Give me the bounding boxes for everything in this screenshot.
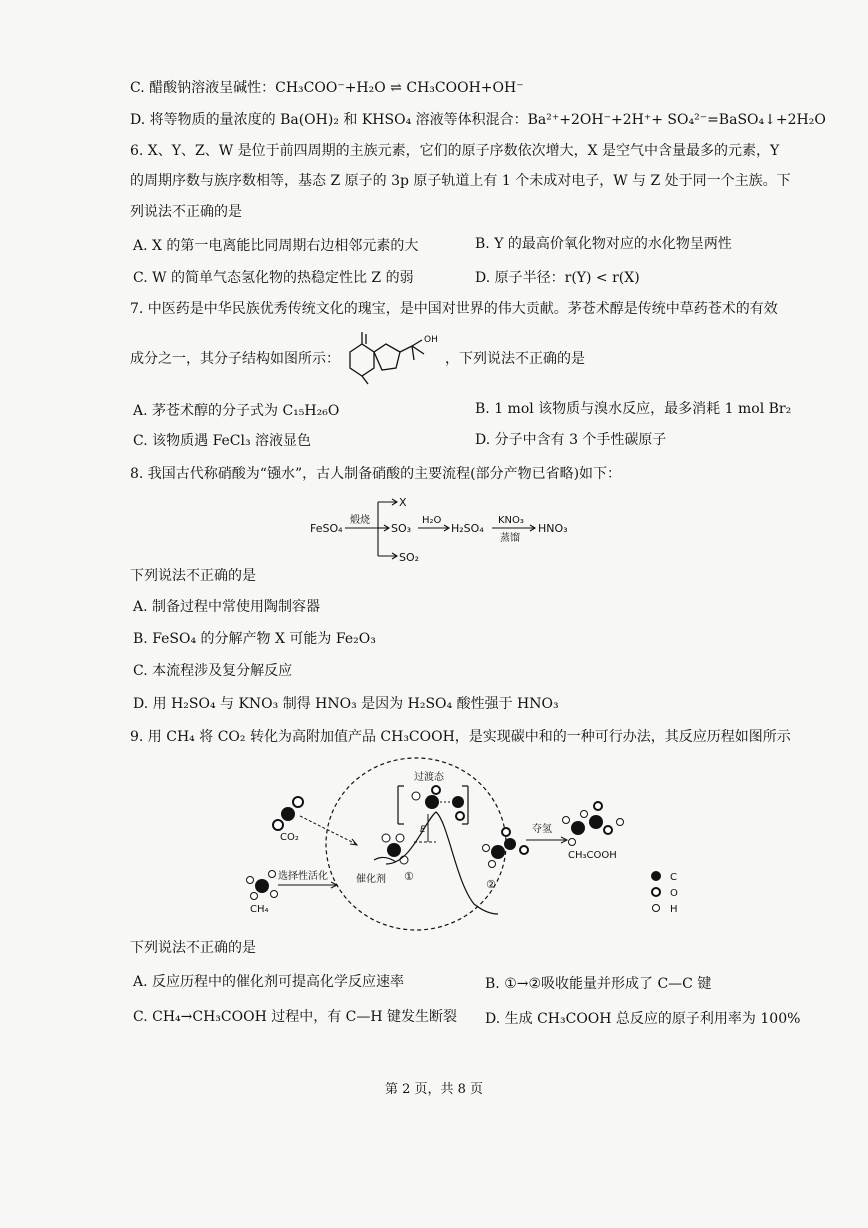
q7-option-c[interactable]: C. 该物质遇 FeCl₃ 溶液显色 — [133, 433, 312, 449]
q7-stem-line2b: ，下列说法不正确的是 — [445, 351, 585, 367]
q8-option-a[interactable]: A. 制备过程中常使用陶制容器 — [133, 599, 321, 615]
q8-option-b[interactable]: B. FeSO₄ 的分解产物 X 可能为 Fe₂O₃ — [133, 631, 376, 647]
q9-option-d[interactable]: D. 生成 CH₃COOH 总反应的原子利用率为 100% — [485, 1011, 801, 1027]
legend-o: O — [670, 888, 678, 899]
q9-option-c[interactable]: C. CH₄→CH₃COOH 过程中，有 C—H 键发生断裂 — [133, 1009, 458, 1025]
product-bound-molecule — [483, 828, 529, 868]
q6-option-b[interactable]: B. Y 的最高价氧化物对应的水化物呈两性 — [475, 236, 732, 252]
co2-label: CO₂ — [280, 832, 299, 843]
q8-stem: 下列说法不正确的是 — [130, 568, 256, 584]
legend — [651, 871, 661, 912]
q9-stem-line1: 9. 用 CH₄ 将 CO₂ 转化为高附加值产品 CH₃COOH，是实现碳中和的一种可行办法，其反应历程如图所示 — [130, 729, 791, 745]
product-label: CH₃COOH — [568, 850, 617, 861]
flow-so3: SO₃ — [391, 522, 412, 535]
flow-calcine: 煅烧 — [350, 515, 370, 526]
flow-feso4: FeSO₄ — [310, 522, 343, 535]
transition-label: 过渡态 — [414, 772, 444, 783]
q7-option-a[interactable]: A. 茅苍术醇的分子式为 C₁₅H₂₆O — [133, 403, 340, 419]
q6-stem-line2: 的周期序数与族序数相等，基态 Z 原子的 3p 原子轨道上有 1 个未成对电子，W 与 Z 处于同一个主族。下 — [130, 173, 791, 189]
flow-h2so4: H₂SO₄ — [451, 522, 484, 535]
q9-option-b[interactable]: B. ①→②吸收能量并形成了 C—C 键 — [485, 976, 712, 992]
flow-so2: SO₂ — [399, 551, 420, 564]
option-c-prev: C. 醋酸钠溶液呈碱性：CH₃COO⁻+H₂O ⇌ CH₃COOH+OH⁻ — [130, 80, 524, 96]
q6-option-a[interactable]: A. X 的第一电离能比同周期右边相邻元素的大 — [133, 238, 419, 254]
cyclohexane-ring — [350, 344, 374, 376]
q7-stem-line2a: 成分之一，其分子结构如图所示： — [130, 351, 340, 367]
reaction-mechanism-diagram — [236, 752, 706, 940]
q6-stem-line3: 列说法不正确的是 — [130, 204, 242, 220]
q6-option-c[interactable]: C. W 的简单气态氢化物的热稳定性比 Z 的弱 — [133, 270, 414, 286]
q7-stem-line1: 7. 中医药是中华民族优秀传统文化的瑰宝，是中国对世界的伟大贡献。茅苍术醇是传统中草药苍术的有效 — [130, 301, 778, 317]
flow-h2o: H₂O — [422, 515, 442, 526]
q9-stem: 下列说法不正确的是 — [130, 940, 256, 956]
catalyst-label: 催化剂 — [356, 874, 386, 885]
ch4-molecule — [247, 871, 278, 900]
page-footer: 第 2 页，共 8 页 — [384, 1082, 484, 1097]
cyclopentane-ring — [374, 344, 400, 370]
co2-molecule — [273, 797, 303, 830]
dehydro-label: 夺氢 — [532, 824, 552, 835]
step1-label: ① — [404, 870, 414, 883]
ch4-label: CH₄ — [250, 904, 269, 915]
bound-intermediate — [382, 834, 408, 864]
q8-option-d[interactable]: D. 用 H₂SO₄ 与 KNO₃ 制得 HNO₃ 是因为 H₂SO₄ 酸性强于 HNO₃ — [133, 696, 559, 712]
q9-option-a[interactable]: A. 反应历程中的催化剂可提高化学反应速率 — [133, 974, 405, 990]
hydroxyl-label: OH — [424, 335, 438, 345]
flow-hno3: HNO₃ — [538, 522, 568, 535]
molecule-structure-figure — [342, 330, 442, 386]
q8-stem-line1: 8. 我国古代称硝酸为“镪水”，古人制备硝酸的主要流程(部分产物已省略)如下： — [130, 466, 622, 482]
option-d-prev: D. 将等物质的量浓度的 Ba(OH)₂ 和 KHSO₄ 溶液等体积混合：Ba²⁺+2OH⁻+2H⁺+ SO₄²⁻=BaSO₄↓+2H₂O — [130, 112, 826, 128]
q7-option-b[interactable]: B. 1 mol 该物质与溴水反应，最多消耗 1 mol Br₂ — [475, 401, 792, 417]
activation-energy-label: E — [420, 825, 426, 835]
q6-stem-line1: 6. X、Y、Z、W 是位于前四周期的主族元素，它们的原子序数依次增大，X 是空气中含量最多的元素，Y — [130, 143, 780, 159]
flow-x: X — [399, 496, 407, 509]
flow-distill: 蒸馏 — [500, 533, 520, 544]
legend-h: H — [670, 904, 678, 915]
nitric-acid-flowchart — [300, 490, 600, 572]
legend-c: C — [670, 872, 677, 883]
q7-option-d[interactable]: D. 分子中含有 3 个手性碳原子 — [475, 432, 667, 448]
activate-label: 选择性活化 — [278, 871, 328, 882]
flow-kno3: KNO₃ — [498, 515, 524, 526]
q8-option-c[interactable]: C. 本流程涉及复分解反应 — [133, 663, 293, 679]
q6-option-d[interactable]: D. 原子半径：r(Y) < r(X) — [475, 270, 640, 286]
acetic-acid-molecule — [563, 802, 624, 846]
step2-label: ② — [486, 878, 496, 891]
